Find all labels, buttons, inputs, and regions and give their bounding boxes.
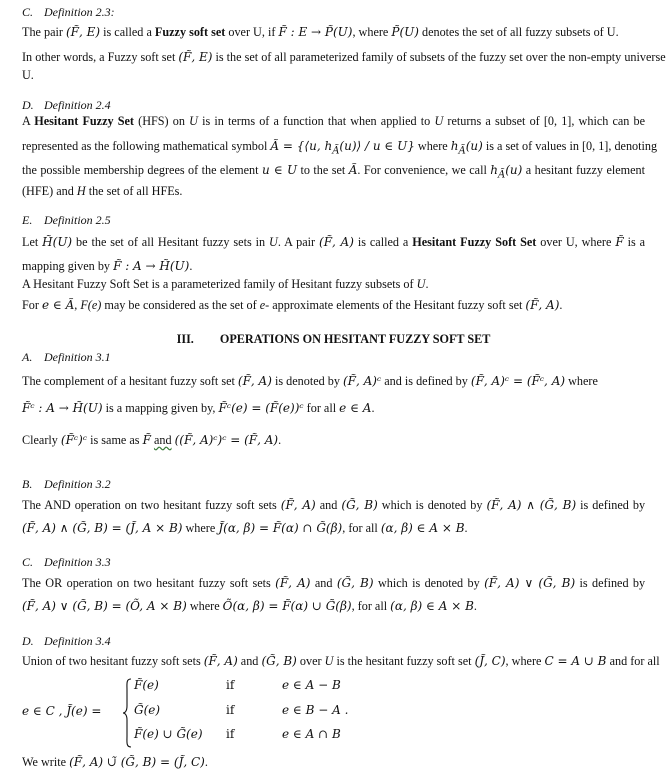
- text: . For convenience, we call: [357, 163, 487, 177]
- math-expression: (F̃, E): [66, 25, 101, 39]
- math-expression: H̃(U): [42, 235, 73, 249]
- text: , for all: [351, 599, 388, 613]
- text: .: [464, 521, 468, 535]
- math-expression: e ∈ Ã: [41, 298, 75, 312]
- math-expression: (F̃, A): [275, 576, 311, 590]
- piecewise-case-1: [134, 678, 424, 692]
- text: over U, if: [228, 25, 276, 39]
- piecewise-case-2: [134, 703, 424, 717]
- text: .: [371, 401, 375, 415]
- text: is the set of all parameterized family of subsets of the fuzzy set over the non-empty universe: [215, 50, 666, 64]
- text: where: [185, 521, 216, 535]
- piecewise-definition: [22, 678, 422, 748]
- text: and: [314, 576, 333, 590]
- subsection-label: C.: [22, 5, 34, 19]
- text: mapping given by: [22, 259, 111, 273]
- definition-2-3-line-2: [22, 49, 666, 65]
- case-condition: e ∈ A ∩ B: [282, 727, 341, 741]
- case-value: F̃(e): [134, 678, 159, 692]
- definition-2-5-line-4: [22, 297, 645, 313]
- subsection-label: E.: [22, 213, 33, 227]
- math-part: Ã = {⟨u, h: [270, 139, 333, 153]
- text: and for all: [609, 654, 660, 668]
- text: the possible membership degrees of the element: [22, 163, 259, 177]
- text: is in terms of a function that when applied to: [202, 114, 431, 128]
- math-expression: (J̃, C): [474, 654, 506, 668]
- math-expression: (F̃, A) ∧ (G̃, B) = (J̃, A × B): [22, 521, 183, 535]
- math-expression: (F̃, A): [525, 298, 560, 312]
- left-brace-icon: [122, 678, 132, 748]
- definition-2-4-line-1: [22, 113, 645, 129]
- math-subscript: Ã: [498, 169, 506, 181]
- case-value: G̃(e): [134, 703, 161, 717]
- text: ,: [74, 298, 78, 312]
- text: and: [240, 654, 259, 668]
- math-part: h: [490, 163, 499, 177]
- math-expression: (G̃, B): [341, 498, 378, 512]
- text: which is denoted by: [381, 498, 483, 512]
- math-symbol: U: [189, 114, 198, 128]
- math-expression: Õ(α, β) = F̃(α) ∪ G̃(β): [222, 599, 352, 613]
- text: be the set of all Hesitant fuzzy sets in: [76, 235, 266, 249]
- text: is the hesitant fuzzy soft set: [336, 654, 472, 668]
- section-title: OPERATIONS ON HESITANT FUZZY SOFT SET: [219, 332, 491, 346]
- text: U.: [22, 68, 34, 82]
- definition-3-1-line-2: [22, 400, 645, 416]
- math-part: (u): [505, 163, 523, 177]
- text: to the set: [300, 163, 346, 177]
- definition-title: Definition 2.3:: [44, 5, 115, 19]
- text: the set of all HFEs.: [88, 184, 183, 198]
- math-expression: J̃(α, β) = F̃(α) ∩ G̃(β): [218, 521, 343, 535]
- text: Let: [22, 235, 39, 249]
- math-expression: [270, 139, 415, 157]
- math-expression: (F̃, A): [203, 654, 238, 668]
- text: (HFE) and: [22, 184, 74, 198]
- text: For: [22, 298, 39, 312]
- definition-2-5-line-2: [22, 258, 645, 274]
- definition-3-2-line-1: [22, 497, 645, 513]
- text: is a: [627, 235, 646, 249]
- math-expression: (F̃, A)ᶜ = (F̃ᶜ, A): [470, 374, 566, 388]
- text: Clearly: [22, 433, 58, 447]
- math-expression: F̃ᶜ(e) = (F̃(e))ᶜ: [218, 401, 304, 415]
- math-symbol: U: [434, 114, 444, 128]
- math-expression: (α, β) ∈ A × B: [390, 599, 474, 613]
- math-expression: (G̃, B): [336, 576, 374, 590]
- definition-title: Definition 2.5: [44, 213, 111, 227]
- math-part: (u): [465, 139, 483, 153]
- math-expression: Ã: [348, 163, 358, 177]
- case-condition: e ∈ A − B: [282, 678, 341, 692]
- math-expression: F̃ᶜ : A → H̃(U): [22, 401, 103, 415]
- definition-title: Definition 2.4: [44, 98, 111, 112]
- definition-3-1-line-3: [22, 432, 645, 448]
- math-expression: F̃: [615, 235, 624, 249]
- subsection-label: A.: [22, 350, 33, 364]
- text: .: [425, 277, 429, 291]
- definition-title: Definition 3.3: [44, 555, 111, 569]
- text: .: [559, 298, 563, 312]
- text: represented as the following mathematical symbol: [22, 139, 268, 153]
- definition-3-4-line-1: [22, 653, 660, 669]
- case-condition: e ∈ B − A .: [282, 703, 349, 717]
- definition-3-3-line-1: [22, 575, 645, 591]
- text: for all: [306, 401, 337, 415]
- text: a hesitant fuzzy element: [525, 163, 646, 177]
- math-symbol: e: [259, 298, 266, 312]
- math-expression: F̃ : E → P̃(U): [278, 25, 353, 39]
- text: over: [299, 654, 322, 668]
- text: . A pair: [277, 235, 316, 249]
- piecewise-case-3: [134, 727, 424, 741]
- definition-2-5-heading: [22, 212, 645, 228]
- text: over U, where: [540, 235, 612, 249]
- math-expression: (F̃, A) ∨ (G̃, B): [484, 576, 576, 590]
- subsection-label: C.: [22, 555, 34, 569]
- definition-2-5-line-3: [22, 276, 645, 292]
- text: is defined by: [580, 498, 646, 512]
- definition-3-2-line-2: [22, 520, 645, 536]
- math-expression: (F̃, A)ᶜ: [343, 374, 382, 388]
- text: We write: [22, 755, 67, 769]
- text: is denoted by: [274, 374, 340, 388]
- subsection-label: D.: [22, 634, 34, 648]
- definition-2-3-line-3: [22, 67, 645, 83]
- math-expression: (G̃, B): [261, 654, 297, 668]
- text: .: [204, 755, 208, 769]
- definition-2-4-line-4: [22, 183, 645, 199]
- case-if: if: [226, 727, 235, 741]
- math-symbol: U: [269, 235, 278, 249]
- term-hesitant-fuzzy-soft-set: Hesitant Fuzzy Soft Set: [412, 235, 537, 249]
- math-expression: ((F̃, A)ᶜ)ᶜ = (F̃, A): [174, 433, 279, 447]
- text: The AND operation on two hesitant fuzzy soft sets: [22, 498, 277, 512]
- text: is a set of values in [0, 1], denoting: [485, 139, 658, 153]
- definition-3-1-heading: [22, 349, 645, 365]
- term-fuzzy-soft-set: Fuzzy soft set: [154, 25, 226, 39]
- text: which is denoted by: [377, 576, 480, 590]
- text: where: [189, 599, 220, 613]
- subsection-label: D.: [22, 98, 34, 112]
- math-symbol: U: [324, 654, 334, 668]
- case-if: if: [226, 703, 235, 717]
- text: .: [473, 599, 477, 613]
- text: , for all: [342, 521, 378, 535]
- math-expression: (F̃, A): [280, 498, 316, 512]
- math-part: (u)⟩ / u ∈ U}: [339, 139, 415, 153]
- math-expression: (F̃, A): [237, 374, 272, 388]
- math-part: h: [450, 139, 459, 153]
- text: where: [417, 139, 448, 153]
- math-expression: (F̃, A) ∨ (G̃, B) = (Õ, A × B): [22, 599, 187, 613]
- math-expression: (α, β) ∈ A × B: [380, 521, 465, 535]
- text: , where: [352, 25, 389, 39]
- math-subscript: Ã: [458, 145, 466, 157]
- text: .: [278, 433, 282, 447]
- text: may be considered as the set of: [104, 298, 257, 312]
- definition-2-3-line-1: [22, 24, 645, 40]
- piecewise-lhs: e ∈ C , J̃(e) =: [22, 704, 102, 718]
- subsection-label: B.: [22, 477, 33, 491]
- text: .: [189, 259, 193, 273]
- definition-2-4-heading: [22, 97, 645, 113]
- math-expression: e ∈ A: [339, 401, 372, 415]
- spellcheck-flagged-word: and: [153, 433, 172, 447]
- text: where: [568, 374, 598, 388]
- math-expression: C = A ∪ B: [544, 654, 607, 668]
- math-expression: (F̃ᶜ)ᶜ: [60, 433, 88, 447]
- text: A Hesitant Fuzzy Soft Set is a parameterized family of Hesitant fuzzy subsets of: [22, 277, 414, 291]
- term-hesitant-fuzzy-set: Hesitant Fuzzy Set: [34, 114, 134, 128]
- case-value: F̃(e) ∪ G̃(e): [134, 727, 203, 741]
- math-expression: u ∈ U: [261, 163, 298, 177]
- math-symbol: H: [76, 184, 86, 198]
- text: Union of two hesitant fuzzy soft sets: [22, 654, 201, 668]
- case-if: if: [226, 678, 235, 692]
- definition-2-5-line-1: [22, 234, 645, 250]
- math-expression: [450, 139, 483, 157]
- text: is defined by: [579, 576, 646, 590]
- math-expression: P̃(U): [391, 25, 419, 39]
- math-expression: F̃: [142, 433, 151, 447]
- definition-2-3-heading: [22, 4, 645, 20]
- text: A: [22, 114, 31, 128]
- math-expression: (F̃, A): [319, 235, 354, 249]
- math-symbol: F(e): [80, 298, 102, 312]
- definition-3-4-heading: [22, 633, 645, 649]
- text: The pair: [22, 25, 63, 39]
- text: returns a subset of [0, 1], which can be: [447, 114, 646, 128]
- math-expression: F̃ : A → H̃(U): [113, 259, 190, 273]
- math-expression: [490, 163, 523, 181]
- text: is same as: [90, 433, 140, 447]
- definition-3-1-line-1: [22, 373, 645, 389]
- text: and: [319, 498, 338, 512]
- definition-2-4-line-3: [22, 162, 645, 183]
- section-heading: [0, 332, 667, 347]
- definition-title: Definition 3.1: [44, 350, 111, 364]
- text: is called a: [103, 25, 152, 39]
- definition-title: Definition 3.4: [44, 634, 111, 648]
- text: , where: [505, 654, 542, 668]
- definition-3-4-line-5: [22, 754, 645, 770]
- definition-3-2-heading: [22, 476, 645, 492]
- text: In other words, a Fuzzy soft set: [22, 50, 176, 64]
- math-expression: (F̃, A) ∪̃ (G̃, B) = (J̃, C): [69, 755, 205, 769]
- text: and is defined by: [384, 374, 468, 388]
- math-symbol: U: [416, 277, 426, 291]
- definition-3-3-heading: [22, 554, 645, 570]
- definition-2-4-line-2: [22, 138, 658, 159]
- text: is a mapping given by,: [105, 401, 216, 415]
- section-number: III.: [176, 332, 194, 346]
- math-expression: (F̃, E): [178, 50, 213, 64]
- definition-3-3-line-2: [22, 598, 645, 614]
- definition-title: Definition 3.2: [44, 477, 111, 491]
- text: - approximate elements of the Hesitant fuzzy soft set: [265, 298, 523, 312]
- text: (HFS) on: [138, 114, 185, 128]
- text: is called a: [357, 235, 409, 249]
- math-expression: (F̃, A) ∧ (G̃, B): [486, 498, 577, 512]
- math-subscript: Ã: [332, 145, 340, 157]
- text: denotes the set of all fuzzy subsets of U.: [421, 25, 619, 39]
- text: The OR operation on two hesitant fuzzy soft sets: [22, 576, 271, 590]
- text: The complement of a hesitant fuzzy soft set: [22, 374, 235, 388]
